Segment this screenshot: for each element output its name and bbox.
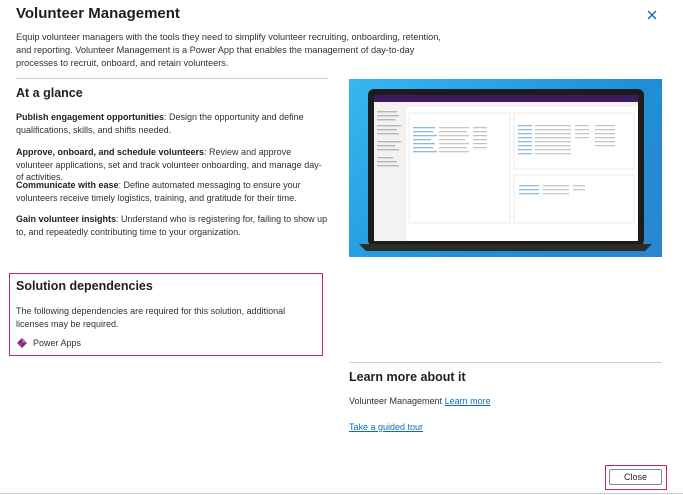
glance-item-text: : Review and approve volunteer applications, set and track volunteer onboarding, and manage day-of activities. (16, 147, 322, 182)
dependencies-heading: Solution dependencies (16, 279, 153, 293)
glance-item-text: : Define automated messaging to ensure your volunteers receive timely logistics, training, and gratitude for their time. (16, 180, 301, 203)
footer-divider (0, 493, 683, 494)
glance-item-text: : Design the opportunity and define qualifications, skills, and shifts needed. (16, 112, 304, 135)
glance-item (16, 179, 328, 204)
glance-item-title: Communicate with ease (16, 180, 119, 190)
learn-more-prefix: Volunteer Management (349, 396, 445, 406)
dependencies-text: The following dependencies are required for this solution, additional licenses may be required. (16, 306, 286, 329)
glance-item (16, 213, 328, 238)
glance-item (16, 111, 328, 136)
divider (349, 362, 662, 363)
learn-more-line (349, 396, 491, 406)
power-apps-icon (17, 338, 27, 348)
dependency-label: Power Apps (33, 338, 82, 348)
close-button-highlight (605, 465, 667, 490)
intro-text: Equip volunteer managers with the tools they need to simplify volunteer recruiting, onboarding, retention, and reporting. Volunteer Management is a Power App that enables the management of day-to-day processes to recruit, onboard, and retain volunteers. (16, 32, 441, 68)
guided-tour-link[interactable]: Take a guided tour (349, 422, 424, 432)
divider (16, 78, 328, 79)
glance-item-text: : Understand who is registering for, failing to show up to, and repeatedly contributing time to your organization. (16, 214, 328, 237)
solution-dependencies-section (9, 273, 323, 356)
close-icon[interactable] (645, 8, 659, 22)
close-button[interactable]: Close (609, 469, 662, 485)
learn-more-link[interactable]: Learn more (444, 396, 491, 406)
glance-item-title: Gain volunteer insights (16, 214, 117, 224)
glance-item-title: Publish engagement opportunities (16, 112, 165, 122)
at-a-glance-heading: At a glance (16, 86, 83, 100)
learn-more-heading: Learn more about it (349, 370, 466, 384)
laptop-screenshot-image (349, 79, 662, 257)
glance-item-title: Approve, onboard, and schedule volunteers (16, 147, 205, 157)
glance-item (16, 146, 328, 184)
page-title: Volunteer Management (16, 5, 180, 22)
hero-image (349, 79, 662, 257)
